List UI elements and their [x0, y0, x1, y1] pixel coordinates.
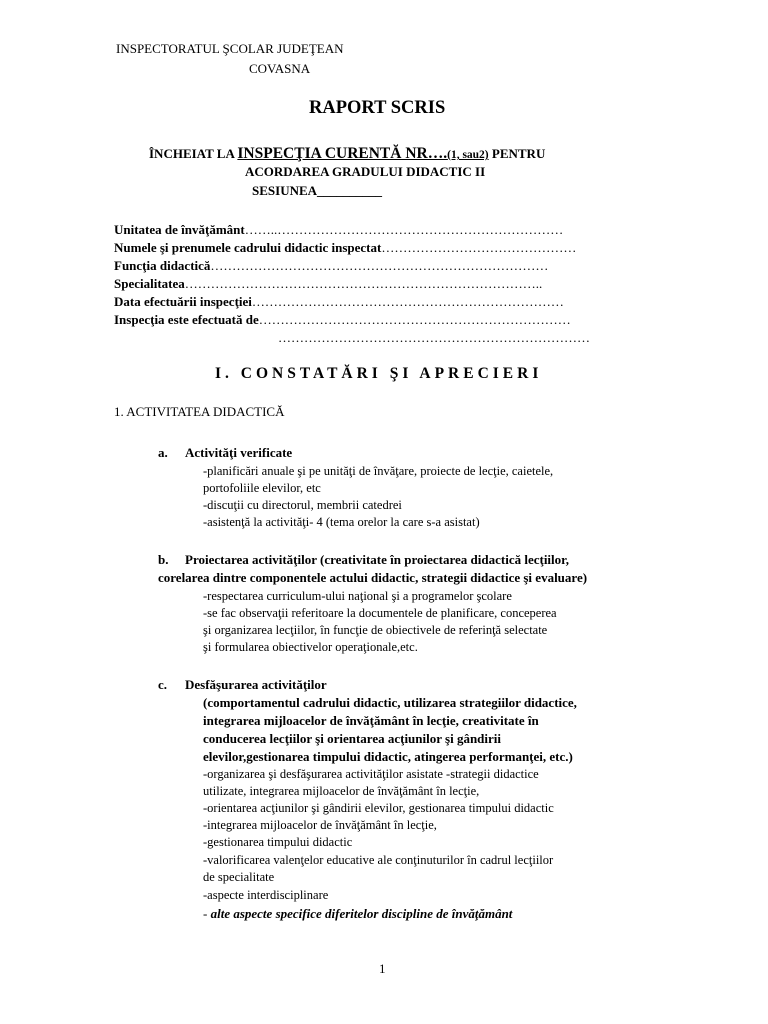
item-c-line: de specialitate	[203, 870, 275, 884]
field-label: Specialitatea	[114, 276, 185, 291]
item-a-line: -discuţii cu directorul, membrii catedrei	[203, 498, 402, 512]
field-label: Data efectuării inspecţiei	[114, 294, 252, 309]
field-dots: ………………………………………	[381, 240, 577, 255]
item-b-label: b.	[158, 552, 169, 567]
field-inspected-by-continuation	[278, 331, 590, 344]
field-school-unit	[114, 223, 563, 236]
subtitle-line-3	[252, 184, 382, 197]
item-c-line: -organizarea şi desfăşurarea activităţilor asistate -strategii didactice	[203, 767, 539, 781]
field-dots: ……………………………………………………………………	[210, 258, 549, 273]
item-c-last-line	[203, 907, 512, 920]
item-c-bold-line: conducerea lecţiilor şi orientarea acţiunilor şi gândirii	[203, 731, 502, 746]
subsection-title: 1. ACTIVITATEA DIDACTICĂ	[114, 404, 285, 419]
item-c-line: -gestionarea timpului didactic	[203, 835, 353, 849]
header-county: COVASNA	[249, 61, 311, 76]
subtitle-inspection-number: (1, sau2)	[447, 149, 489, 161]
item-c-line: -orientarea acţiunilor şi gândirii elevilor, gestionarea timpului didactic	[203, 801, 554, 815]
field-specialty	[114, 277, 542, 290]
item-b-line: -se fac observaţii referitoare la documentele de planificare, conceperea	[203, 606, 557, 620]
item-b-line: -respectarea curriculum-ului naţional şi a programelor şcolare	[203, 589, 512, 603]
field-inspected-by	[114, 313, 571, 326]
item-c-bold-line: (comportamentul cadrului didactic, utilizarea strategiilor didactice,	[203, 695, 577, 710]
item-c-line: -integrarea mijloacelor de învăţământ în lecţie,	[203, 818, 437, 832]
item-c-heading: Desfăşurarea activităţilor	[185, 677, 327, 692]
header-institution: INSPECTORATUL ŞCOLAR JUDEŢEAN	[116, 41, 344, 56]
field-dots: ………………………………………………………………	[251, 294, 564, 309]
item-a-line: portofoliile elevilor, etc	[203, 481, 321, 495]
field-dots: ………………………………………………………………	[278, 330, 590, 345]
item-c-bold-line: elevilor,gestionarea timpului didactic, atingerea performanţei, etc.)	[203, 749, 573, 764]
item-a-line: -planificări anuale şi pe unităţi de învăţare, proiecte de lecţie, caietele,	[203, 464, 554, 478]
item-c-last-prefix: -	[203, 906, 211, 921]
item-a-heading: Activităţi verificate	[185, 445, 293, 460]
field-label: Numele şi prenumele cadrului didactic inspectat	[114, 240, 382, 255]
subtitle-line-2: ACORDAREA GRADULUI DIDACTIC II	[245, 164, 486, 179]
subtitle-inspection-type: INSPECŢIA CURENTĂ NR….	[237, 145, 448, 162]
subtitle-line-1	[149, 146, 545, 162]
item-b-line: şi organizarea lecţiilor, în funcţie de obiectivele de referinţă selectate	[203, 623, 548, 637]
item-c-label: c.	[158, 677, 168, 692]
item-a-label: a.	[158, 445, 168, 460]
subtitle-prefix: ÎNCHEIAT LA	[149, 146, 238, 161]
page-number: 1	[379, 961, 386, 976]
item-a-line: -asistenţă la activităţi- 4 (tema orelor la care s-a asistat)	[203, 515, 480, 529]
item-c-line: -valorificarea valenţelor educative ale conţinuturilor în cadrul lecţiilor	[203, 853, 554, 867]
field-inspection-date	[114, 295, 564, 308]
item-c-line: -aspecte interdisciplinare	[203, 888, 329, 902]
session-blank: __________	[317, 183, 383, 198]
item-c-bold-line: integrarea mijloacelor de învăţământ în lecţie, creativitate în	[203, 713, 539, 728]
item-b-heading-line-1: Proiectarea activităţilor (creativitate în proiectarea didactică lecţiilor,	[185, 552, 569, 567]
item-b-line: şi formularea obiectivelor operaţionale,etc.	[203, 640, 418, 654]
item-b-heading-line-2: corelarea dintre componentele actului didactic, strategii didactice şi evaluare)	[158, 570, 588, 585]
field-label: Unitatea de învăţământ	[114, 222, 245, 237]
field-dots: ……..…………………………………………………………	[244, 222, 564, 237]
section-title: I. CONSTATĂRI ŞI APRECIERI	[215, 365, 543, 382]
field-dots: ………………………………………………………………………..	[184, 276, 543, 291]
item-c-last-emphasis: alte aspecte specifice diferitelor discipline de învăţământ	[210, 906, 513, 921]
field-dots: ………………………………………………………………	[258, 312, 571, 327]
subtitle-suffix: PENTRU	[488, 146, 546, 161]
document-title: RAPORT SCRIS	[309, 98, 446, 118]
field-label: Inspecţia este efectuată de	[114, 312, 259, 327]
field-teacher-name	[114, 241, 576, 254]
field-label: Funcţia didactică	[114, 258, 211, 273]
item-c-line: utilizate, integrarea mijloacelor de învăţământ în lecţie,	[203, 784, 480, 798]
session-label: SESIUNEA	[252, 183, 318, 198]
field-teaching-position	[114, 259, 548, 272]
